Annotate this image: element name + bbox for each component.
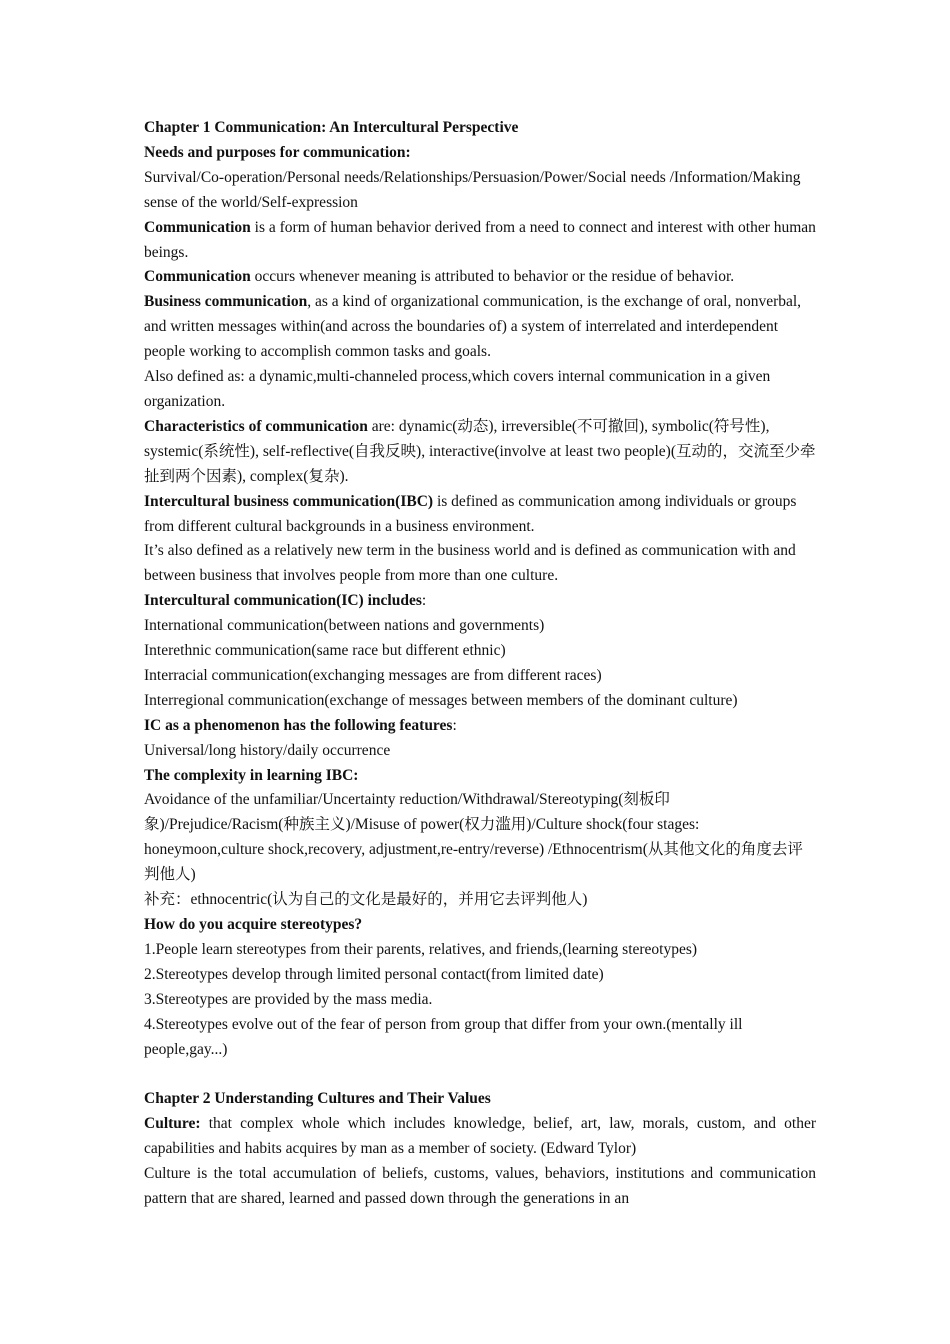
phenomenon-features: Universal/long history/daily occurrence — [144, 741, 391, 759]
ic-item: Interracial communication(exchanging messages are from different races) — [144, 666, 602, 684]
stereotype-item: 1.People learn stereotypes from their parents, relatives, and friends,(learning stereotypes) — [144, 940, 698, 958]
stereotype-item: 2.Stereotypes develop through limited personal contact(from limited date) — [144, 965, 604, 983]
communication-definition-2 — [144, 265, 816, 290]
definition-text: , as a kind of organizational communication, is the exchange of oral, nonverbal, and written messages within(and across the boundaries of) a system of interrelated and interdependent people working to accomplish common tasks and goals. — [144, 293, 802, 361]
characteristics-paragraph — [144, 415, 816, 490]
culture-definition-2: Culture is the total accumulation of beliefs, customs, values, behaviors, institutions and communication pattern that are shared, learned and passed down through the generations in an — [144, 1165, 816, 1207]
ibc-also-defined: It’s also defined as a relatively new term in the business world and is defined as communication with and between business that involves people from more than one culture. — [144, 542, 796, 585]
term: IC as a phenomenon has the following features — [144, 716, 453, 734]
needs-heading: Needs and purposes for communication: — [144, 143, 411, 161]
ic-includes-heading — [144, 589, 816, 614]
document-page — [144, 116, 816, 1212]
term: Intercultural business communication(IBC) — [144, 492, 434, 510]
definition-text: is defined as communication among individuals or groups from different cultural backgrounds in a business environment. — [144, 492, 797, 535]
ibc-definition — [144, 490, 816, 540]
culture-definition-1 — [144, 1112, 816, 1162]
stereotype-item: 4.Stereotypes evolve out of the fear of person from group that differ from your own.(mentally ill people,gay...) — [144, 1015, 743, 1058]
term: Communication — [144, 268, 251, 286]
complexity-heading: The complexity in learning IBC: — [144, 766, 359, 784]
stereotypes-heading: How do you acquire stereotypes? — [144, 916, 363, 933]
needs-list: Survival/Co-operation/Personal needs/Relationships/Persuasion/Power/Social needs /Information/Making sense of the world/Self-expression — [144, 168, 801, 211]
chapter-2-title: Chapter 2 Understanding Cultures and Their Values — [144, 1090, 491, 1108]
term: Business communication — [144, 293, 308, 311]
term: Characteristics of communication — [144, 417, 368, 435]
ic-item: International communication(between nations and governments) — [144, 617, 545, 635]
definition-text: is a form of human behavior derived from a need to connect and interest with other human beings. — [144, 218, 816, 261]
also-defined-paragraph: Also defined as: a dynamic,multi-channeled process,which covers internal communication in a given organization. — [144, 368, 771, 410]
section-spacer — [144, 1062, 816, 1087]
ic-item: Interethnic communication(same race but different ethnic) — [144, 642, 506, 660]
supplement-note: 补充：ethnocentric(认为自己的文化是最好的，并用它去评判他人) — [144, 891, 588, 909]
communication-definition-1 — [144, 216, 816, 266]
phenomenon-heading — [144, 714, 816, 739]
term: Communication — [144, 218, 251, 236]
definition-text: occurs whenever meaning is attributed to behavior or the residue of behavior. — [250, 268, 735, 286]
definition-text: are: dynamic(动态), irreversible(不可撤回), symbolic(符号性), systemic(系统性), self-reflective(自我反映), interactive(involve at least two people)(互动的，交流至少牵扯到两个因素), complex(复杂). — [144, 417, 816, 485]
term: Culture: — [144, 1115, 201, 1133]
colon: : — [452, 716, 457, 734]
business-communication-definition — [144, 290, 816, 365]
definition-text: that complex whole which includes knowledge, belief, art, law, morals, custom, and other capabilities and habits acquires by man as a member of society. (Edward Tylor) — [144, 1115, 816, 1158]
term: Intercultural communication(IC) includes — [144, 592, 422, 610]
ic-item: Interregional communication(exchange of messages between members of the dominant culture) — [144, 691, 738, 709]
chapter-1-title: Chapter 1 Communication: An Intercultural Perspective — [144, 119, 519, 136]
complexity-text: Avoidance of the unfamiliar/Uncertainty reduction/Withdrawal/Stereotyping(刻板印象)/Prejudice/Racism(种族主义)/Misuse of power(权力滥用)/Culture shock(four stages: honeymoon,culture shock,recovery, adjustment,re-entry/reverse) /Ethnocentrism(从其他文化的角度去评判他人) — [144, 791, 803, 884]
stereotype-item: 3.Stereotypes are provided by the mass media. — [144, 990, 433, 1008]
colon: : — [421, 592, 427, 610]
